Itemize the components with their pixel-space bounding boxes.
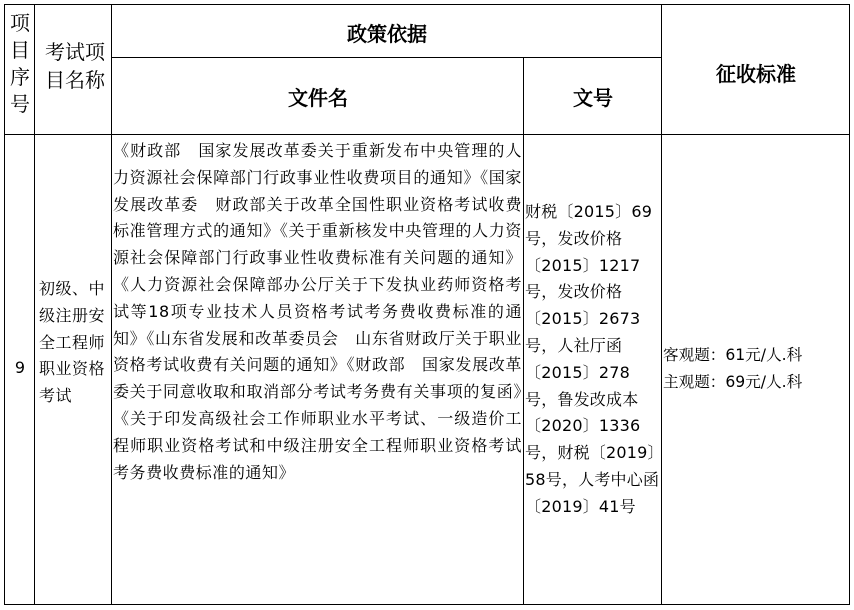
- row-file-names: 《财政部 国家发展改革委关于重新发布中央管理的人力资源社会保障部门行政事业性收费项目的通知》《国家发展改革委 财政部关于改革全国性职业资格考试收费标准管理方式的通知》《关于重新核发中央管理的人力资源社会保障部门行政事业性收费标准有关问题的通知》《人力资源社会保障部办公厅关于下发执业药师资格考试等18项专业技术人员资格考试考务费收费标准的通知》《山东省发展和改革委员会 山东省财政厅关于职业资格考试收费有关问题的通知》《财政部 国家发展改革委关于同意收取和取消部分考试考务费有关事项的复函》《关于印发高级社会工作师职业水平考试、一级造价工程师职业资格考试和中级注册安全工程师职业资格考试考务费收费标准的通知》: [113, 141, 522, 482]
- row-seq: 9: [14, 358, 26, 377]
- col-divider-3: [523, 57, 524, 605]
- row-fee-standard: [663, 342, 851, 395]
- row-exam-name: 初级、中级注册安全工程师职业资格考试: [39, 279, 106, 406]
- header-fee-standard: 征收标准: [716, 61, 796, 86]
- header-file-name: 文件名: [288, 85, 348, 110]
- fee-subjective: 主观题：69元/人.科: [663, 372, 803, 391]
- table-border-bottom: [4, 604, 850, 605]
- header-exam-name: 考试项目名称: [45, 40, 105, 92]
- header-policy-basis: 政策依据: [347, 21, 427, 46]
- fee-objective: 客观题：61元/人.科: [663, 346, 803, 364]
- header-seq: 项目序号: [10, 11, 30, 116]
- col-divider-1: [34, 4, 35, 605]
- table-border-top: [4, 4, 850, 5]
- table-border-right: [849, 4, 850, 605]
- header-doc-number: 文号: [573, 85, 613, 110]
- table-border-left: [4, 4, 5, 605]
- basis-subheader-divider: [111, 57, 662, 58]
- row-doc-numbers: 财税〔2015〕69号，发改价格〔2015〕1217号，发改价格〔2015〕2673号，人社厅函〔2015〕278号，鲁发改成本〔2020〕1336号，财税〔2019〕58号，人考中心函〔2019〕41号: [525, 202, 660, 516]
- header-divider: [4, 134, 850, 135]
